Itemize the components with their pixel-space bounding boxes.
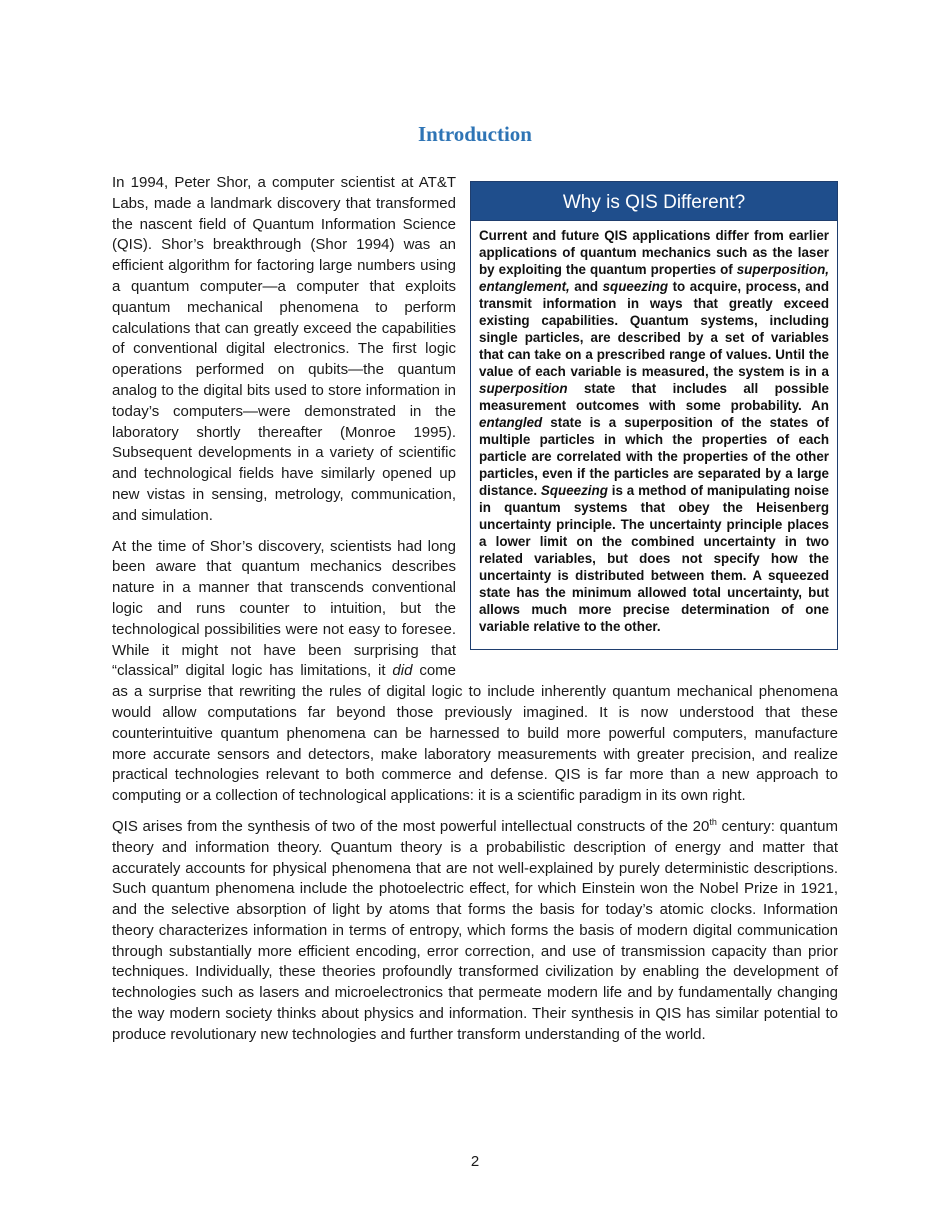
page-number: 2 [470,1153,480,1170]
sidebar-heading: Why is QIS Different? [471,182,837,221]
text-run: At the time of Shor’s discovery, scientists had long been aware that quantum mechanics describes nature in a manner that transcends conventional logic and runs counter to intuition, but the technological possibilities were not easy to foresee. While it might not have been surprising that “classical” digital logic has limitations, it [112,537,456,680]
text-run: QIS arises from the synthesis of two of the most powerful intellectual constructs of the 20 [112,817,710,835]
sidebar-box [470,181,838,650]
sidebar-emphasis: Squeezing [540,483,608,498]
paragraph-intro-text: In 1994, Peter Shor, a computer scientist at AT&T Labs, made a landmark discovery that transformed the nascent field of Quantum Information Science (QIS). Shor’s breakthrough (Shor 1994) was an efficient algorithm for factoring large numbers using a quantum computer—a computer that exploits quantum mechanical phenomena to perform calculations that can greatly exceed the capabilities of conventional digital electronics. The first logic operations performed on qubits—the quantum analog to the digital bits used to store information in today’s computers—were demonstrated in the laboratory shortly thereafter (Monroe 1995). Subsequent developments in a variety of scientific and technological fields have similarly opened up new vistas in sensing, metrology, communication, and simulation. [112,174,456,524]
sidebar-text-run: and [569,279,603,294]
text-run: come as a surprise that rewriting the rules of digital logic to include inherently quantum mechanical phenomena would allow computations far beyond those previously imagined. It is now understood that these counterintuitive quantum phenomena can be harnessed to build more powerful computers, manufacture more accurate sensors and detectors, make laboratory measurements with greater precision, and realize practical technologies relevant to both commerce and defense. QIS is far more than a new approach to computing or a collection of technological applications: it is a scientific paradigm in its own right. [112,662,838,805]
sidebar-text-run: state is a superposition of the states of multiple particles in which the properties of each particle are correlated with the properties of the other particles, even if the particles are separated by a large distance. [479,415,829,498]
sidebar-text [471,221,837,649]
sidebar-text-run: to acquire, process, and transmit information in ways that greatly exceed existing capabilities. Quantum systems, including single particles, are described by a set of variables that can take on a prescribed range of values. Until the value of each variable is measured, the system is in a [479,279,829,379]
superscript: th [709,816,717,827]
paragraph-qis-synthesis [112,817,838,1046]
sidebar-emphasis: entangled [479,415,543,430]
sidebar-text-run: is a method of manipulating noise in quantum systems that obey the Heisenberg uncertainty principle. The uncertainty principle places a lower limit on the combined uncertainty in two related variables, but does not specify how the uncertainty is distributed between them. A squeezed state has the minimum allowed total uncertainty, but allows much more precise determination of one variable relative to the other. [479,483,829,634]
sidebar-emphasis: squeezing [602,279,669,294]
sidebar-text-run: Current and future QIS applications differ from earlier applications of quantum mechanics such as the laser by exploiting the quantum properties of [479,228,829,277]
document-body [112,163,838,1056]
sidebar-text-run: state that includes all possible measurement outcomes with some probability. An [479,381,829,413]
text-run: century: quantum theory and information theory. Quantum theory is a probabilistic description of energy and matter that accurately accounts for physical phenomena that are not well-explained by purely deterministic descriptions. Such quantum phenomena include the photoelectric effect, for which Einstein won the Nobel Prize in 1921, and the selective absorption of light by atoms that forms the basis for today’s atomic clocks. Information theory characterizes information in terms of entropy, which forms the basis of modern digital communication through substantially more efficient encoding, error correction, and use of transmission capacity than prior techniques. Individually, these theories profoundly transformed civilization by enabling the development of technologies such as lasers and microelectronics that permeate modern life and by fundamentally changing the way modern society thinks about physics and information. Their synthesis in QIS has similar potential to produce revolutionary new technologies and further transform understanding of the world. [112,817,838,1043]
page-title: Introduction [418,122,532,146]
sidebar-emphasis: superposition [479,381,568,396]
sidebar-emphasis: superposition, entanglement, [479,262,829,294]
emphasis-text: did [392,662,413,680]
